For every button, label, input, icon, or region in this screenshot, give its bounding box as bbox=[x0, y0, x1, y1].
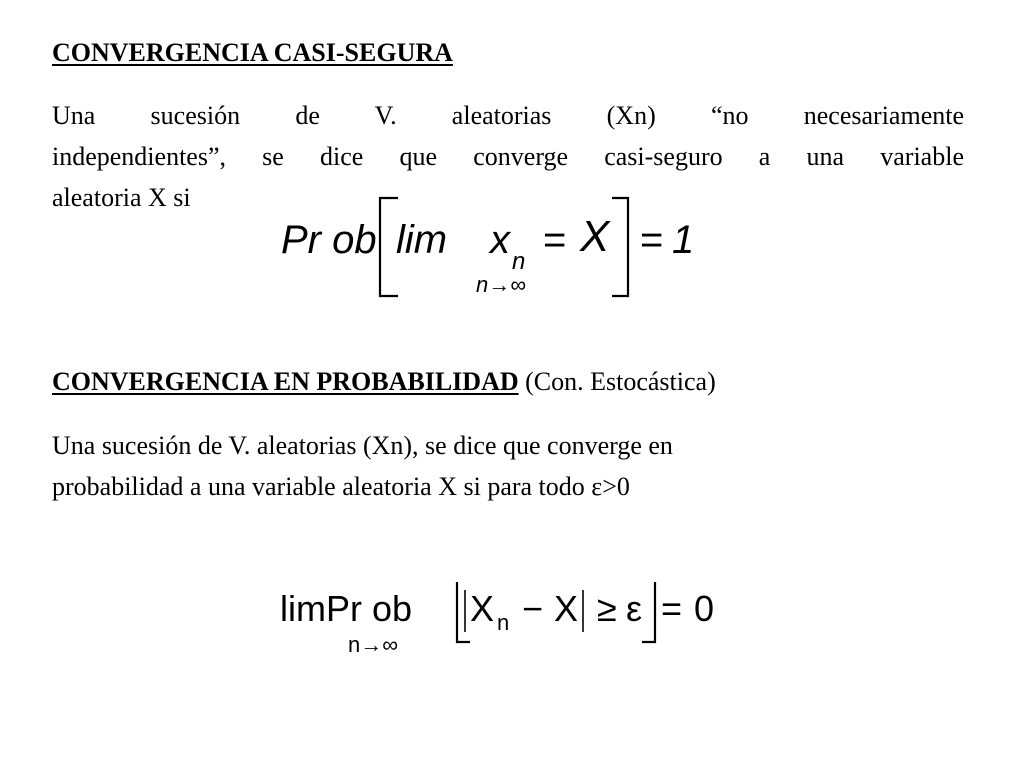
heading-text: CONVERGENCIA EN PROBABILIDAD bbox=[52, 367, 519, 396]
formula-X-n: X bbox=[470, 588, 495, 629]
heading-suffix: (Con. Estocástica) bbox=[518, 367, 716, 396]
formula-equals: = bbox=[640, 218, 664, 262]
formula-limprob: limPr ob bbox=[280, 588, 413, 629]
heading-text: CONVERGENCIA CASI-SEGURA bbox=[52, 38, 453, 67]
formula-lim: lim bbox=[396, 218, 448, 262]
formula-epsilon: ε bbox=[626, 588, 643, 629]
paragraph-line: independientes”, se dice que converge casi-seguro a una variable bbox=[52, 142, 964, 171]
formula-equals: = bbox=[661, 588, 683, 629]
paragraph-line: Una sucesión de V. aleatorias (Xn), se dice que converge en bbox=[52, 431, 673, 460]
formula-prob: Pr ob bbox=[281, 218, 377, 262]
formula-limit-under: n→∞ bbox=[348, 632, 398, 657]
formula-minus: − bbox=[522, 588, 544, 629]
paragraph-line: probabilidad a una variable aleatoria X si para todo ε>0 bbox=[52, 472, 630, 501]
formula-X: X bbox=[580, 212, 610, 261]
right-bracket bbox=[642, 582, 655, 642]
formula-subscript-n: n bbox=[512, 248, 526, 275]
left-bracket bbox=[457, 582, 470, 642]
formula-limit-under: n→∞ bbox=[476, 272, 526, 297]
formula-x: x bbox=[490, 218, 510, 262]
formula-one: 1 bbox=[672, 218, 695, 262]
formula-subscript-n: n bbox=[497, 610, 510, 635]
formula-geq: ≥ bbox=[597, 588, 617, 629]
formula-X: X bbox=[554, 588, 579, 629]
formula-zero: 0 bbox=[694, 588, 715, 629]
paragraph-line: Una sucesión de V. aleatorias (Xn) “no necesariamente bbox=[52, 101, 964, 130]
formula-equals: = bbox=[543, 218, 567, 262]
paragraph-line: aleatoria X si bbox=[52, 183, 191, 212]
